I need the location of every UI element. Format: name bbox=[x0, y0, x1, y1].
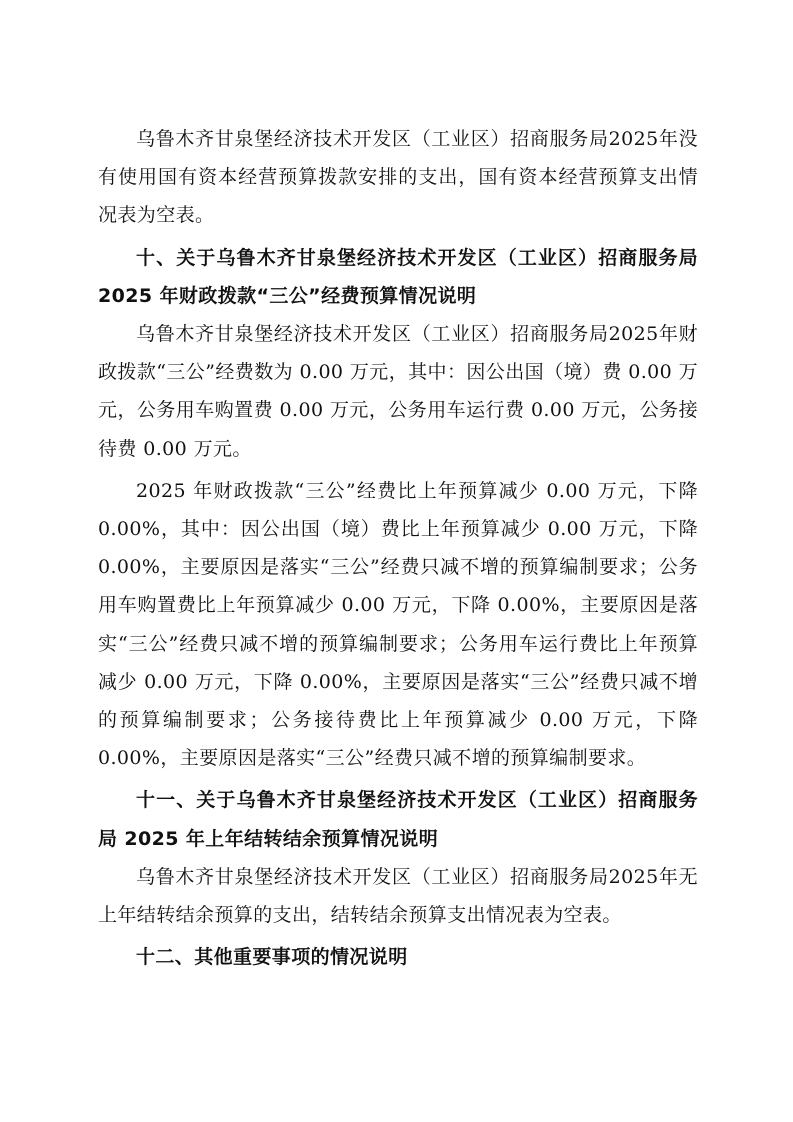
paragraph-state-capital-budget: 乌鲁木齐甘泉堡经济技术开发区（工业区）招商服务局2025年没有使用国有资本经营预算拨款安排的支出，国有资本经营预算支出情况表为空表。 bbox=[98, 128, 698, 227]
paragraph-carryover-budget: 乌鲁木齐甘泉堡经济技术开发区（工业区）招商服务局2025年无上年结转结余预算的支出，结转结余预算支出情况表为空表。 bbox=[98, 865, 698, 927]
section-heading-10: 十、关于乌鲁木齐甘泉堡经济技术开发区（工业区）招商服务局 2025 年财政拨款“三公”经费预算情况说明 bbox=[98, 246, 698, 307]
paragraph-three-public-expenses: 乌鲁木齐甘泉堡经济技术开发区（工业区）招商服务局2025年财政拨款“三公”经费数为 0.00 万元，其中：因公出国（境）费 0.00 万元，公务用车购置费 0.00 万元，公务用车运行费 0.00 万元，公务接待费 0.00 万元。 bbox=[98, 323, 698, 460]
section-heading-11: 十一、关于乌鲁木齐甘泉堡经济技术开发区（工业区）招商服务局 2025 年上年结转结余预算情况说明 bbox=[98, 789, 698, 850]
paragraph-three-public-comparison: 2025 年财政拨款“三公”经费比上年预算减少 0.00 万元，下降 0.00%，其中：因公出国（境）费比上年预算减少 0.00 万元，下降 0.00%，主要原因是落实“三公”经费只减不增的预算编制要求；公务用车购置费比上年预算减少 0.00 万元，下降 0.00%，主要原因是落实“三公”经费只减不增的预算编制要求；公务用车运行费比上年预算减少 0.00 万元，下降 0.00%，主要原因是落实“三公”经费只减不增的预算编制要求；公务接待费比上年预算减少 0.00 万元，下降 0.00%，主要原因是落实“三公”经费只减不增的预算编制要求。 bbox=[98, 479, 698, 770]
document-page bbox=[98, 120, 698, 976]
section-heading-12: 十二、其他重要事项的情况说明 bbox=[136, 946, 408, 969]
